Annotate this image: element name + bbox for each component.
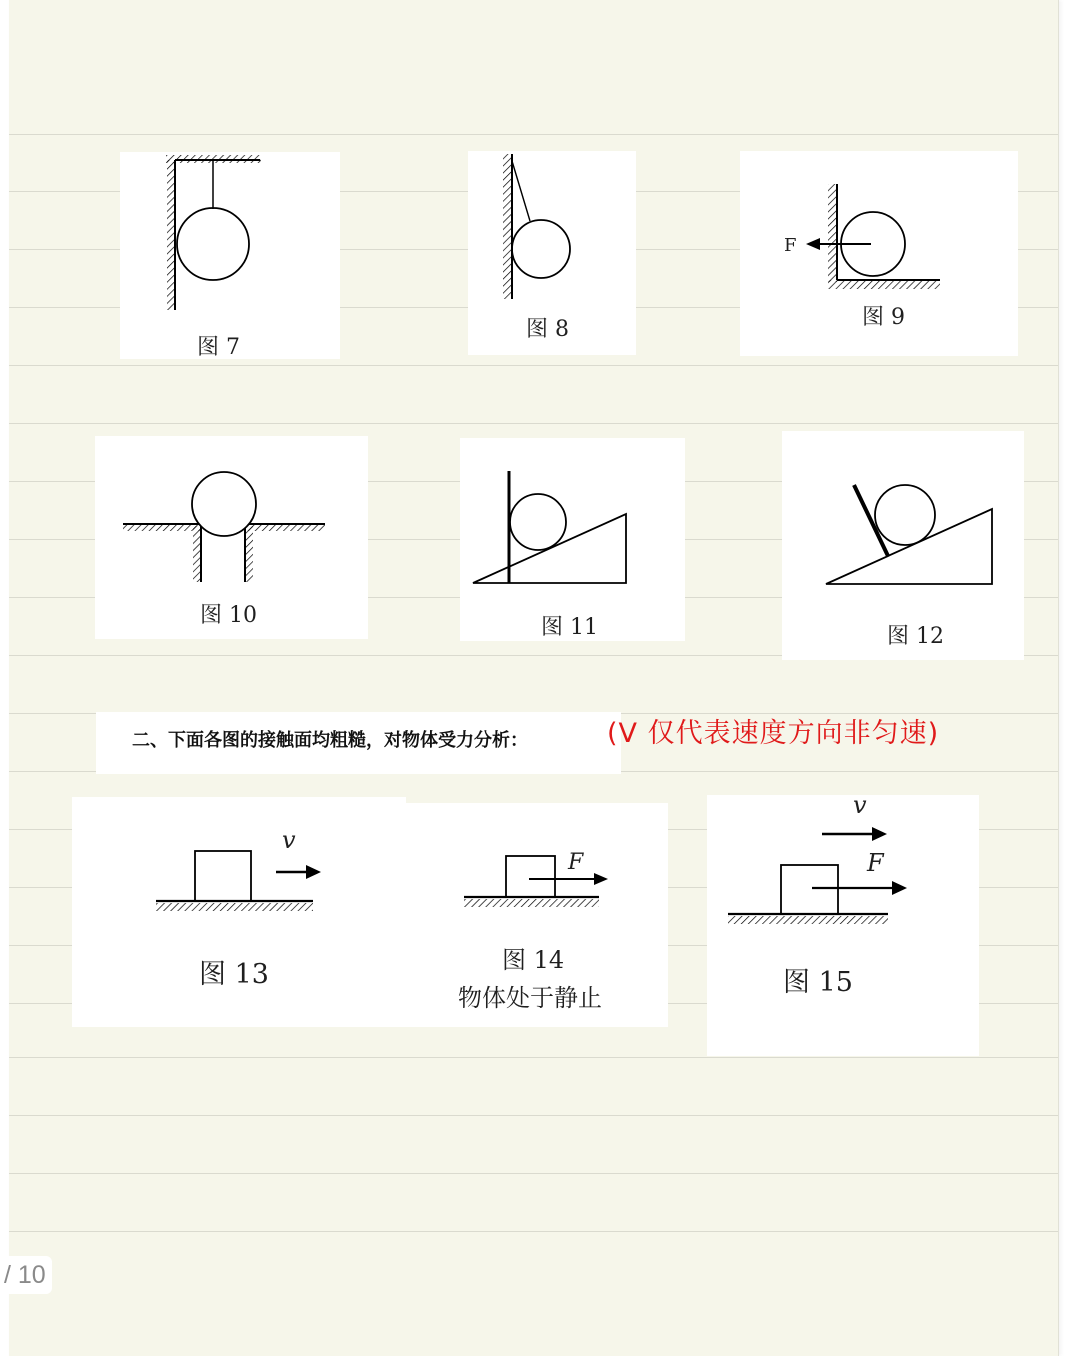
figure-11-card [460, 438, 685, 641]
figure-10-card [95, 436, 368, 639]
figure-15-diagram [707, 795, 979, 1056]
handwritten-note: (V 仅代表速度方向非匀速) [607, 718, 940, 749]
figure-15-caption: 图 15 [783, 967, 853, 998]
figure-13-caption: 图 13 [199, 959, 269, 990]
ruled-line [9, 1173, 1058, 1174]
ruled-line [9, 134, 1058, 135]
figure-8-caption: 图 8 [526, 317, 569, 342]
figure-7-diagram [120, 152, 340, 359]
page-indicator: / 10 [0, 1256, 52, 1294]
figure-10-caption: 图 10 [200, 603, 257, 628]
ruled-line [9, 423, 1058, 424]
ruled-line [9, 1057, 1058, 1058]
ruled-line [9, 1115, 1058, 1116]
figure-14-force-label: F [568, 850, 584, 875]
figure-15-card [707, 791, 979, 1056]
figure-12-caption: 图 12 [887, 624, 944, 649]
question-2-box [96, 712, 621, 774]
figure-14-note: 物体处于静止 [458, 984, 602, 1012]
figure-13-velocity-label: v [282, 826, 296, 854]
figure-9-card [740, 151, 1018, 356]
figure-7-caption: 图 7 [197, 335, 240, 360]
question-2-text: 二、下面各图的接触面均粗糙，对物体受力分析： [132, 730, 528, 751]
figure-15-velocity-label: v [853, 791, 867, 819]
figure-14-caption: 图 14 [502, 946, 565, 974]
figure-15-force-label: F [867, 849, 884, 877]
figure-8-card [468, 151, 636, 355]
figure-12-card [782, 431, 1024, 660]
figure-7-card [120, 152, 340, 359]
figure-11-caption: 图 11 [541, 615, 598, 640]
figure-9-force-label: F [784, 235, 797, 256]
ruled-line [9, 365, 1058, 366]
figure-9-caption: 图 9 [862, 305, 905, 330]
ruled-line [9, 1231, 1058, 1232]
